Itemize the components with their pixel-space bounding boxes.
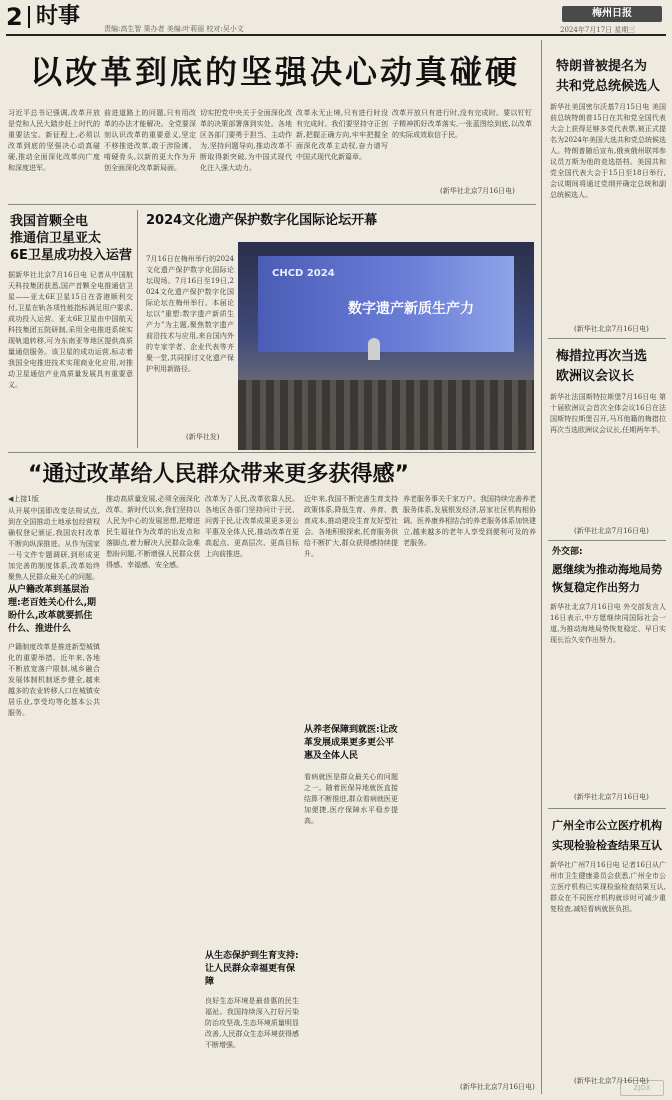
paper-logo-text: 梅州日报 [592, 8, 632, 19]
main-article-col4: 改革永无止境,只有进行时没有完成时。我们要坚持守正创新,把握正确方向,牢牢把握全面深化改革主动权,奋力谱写中国式现代化新篇章。 [296, 109, 388, 161]
watermark-text: ZJDX [633, 1084, 651, 1092]
right-story4-byline: (新华社北京7月16日电) [574, 1077, 649, 1085]
right-story1-byline: (新华社北京7月16日电) [574, 325, 649, 333]
right-column-divider [541, 40, 542, 1094]
reform-col3: 改革为了人民,改革依靠人民。各地区各部门坚持问计于民、问需于民,让改革成果更多更公平惠及全体人民,推动改革在更高起点、更高层次、更高目标上向前推进。 [205, 495, 299, 558]
stage-speaker-icon [368, 338, 380, 360]
reform-col1: 从开展中国即改变法规试点,到在全国推动土地承包经营权确权登记颁证,我国农村改革不断向纵深推进。从作为国家一号文件专题调研,到形成更加完善的制度体系,改革始终聚焦人民群众最关心的问题。 [8, 507, 100, 580]
left-article-headline-line1: 我国首颗全电 [10, 214, 89, 229]
reform-col3b: 良好生态环境是最普惠的民生福祉。我国持续深入打好污染防治攻坚战,生态环境质量明显改善,人民群众生态环境获得感不断增强。 [205, 997, 299, 1049]
right-story2-rule [548, 540, 666, 541]
forum-photo [238, 242, 534, 450]
right-story1-rule [548, 338, 666, 339]
reform-subhead-1: 从户籍改革到基层治理:老百姓关心什么,期盼什么,改革就要抓住什么、推进什么 [8, 585, 97, 634]
reform-col5: 养老服务事关千家万户。我国持续完善养老服务体系,发展银发经济,居家社区机构相协调、医养康养相结合的养老服务体系加快建立,越来越多的老年人享受到便利可及的养老服务。 [403, 495, 536, 547]
paper-logo [562, 6, 662, 22]
right-story3-byline: (新华社北京7月16日电) [574, 793, 649, 801]
stage-screen-label: CHCD 2024 [272, 268, 335, 279]
page-number: 2 [6, 3, 23, 31]
left-article-headline-line2: 推通信卫星亚太 [10, 231, 102, 246]
reform-lead: ◀上接1版 [8, 495, 39, 503]
staff-credits: 责编:高生智 策办者 美编:叶莉丽 校对:吴小文 [104, 25, 244, 33]
right-story1-headline-line2: 共和党总统候选人 [556, 79, 661, 94]
right-story3-headline-line1: 愿继续为推动海地局势 [552, 563, 662, 576]
header-divider-icon [28, 6, 30, 28]
watermark-logo [620, 1080, 664, 1096]
right-story4-body: 新华社广州7月16日电 记者16日从广州市卫生健康委员会获悉,广州全市公立医疗机构已实现检验检查结果互认,群众在不同医疗机构就诊时可减少重复检查,减轻看病就医负担。 [550, 861, 666, 913]
issue-date: 2024年7月17日 星期三 [560, 26, 636, 34]
forum-bottom-rule [8, 452, 536, 453]
main-article-col5: 改革开放只有进行时,没有完成时。要以钉钉子精神抓好改革落实,一张蓝图绘到底,以改革的实际成效取信于民。 [392, 109, 532, 139]
main-article-col1: 习近平总书记强调,改革开放是党和人民大踏步赶上时代的重要法宝。新征程上,必须以改革到底的坚强决心动真碰硬,推动全面深化改革向广度和深度进军。 [8, 109, 100, 172]
right-story2-headline-line2: 欧洲议会议长 [556, 369, 635, 384]
section-title: 时事 [36, 4, 81, 29]
header-rule [6, 34, 666, 36]
reform-col4b: 看病就医是群众最关心的问题之一。随着医保异地就医直接结算不断推进,群众看病就医更加便捷,医疗保障水平稳步提高。 [304, 773, 398, 825]
stage-screen [258, 256, 514, 352]
right-story2-headline-line1: 梅措拉再次当选 [556, 349, 648, 364]
forum-body: 7月16日在梅州举行的2024文化遗产保护数字化国际论坛现场。7月16日至19日,2024文化遗产保护数字化国际论坛在梅州举行。本届论坛以“重塑:数字遗产新质生产力”为主题,聚焦数字遗产前沿技术与应用,来自国内外的专家学者、企业代表等齐聚一堂,共同探讨文化遗产保护利用新路径。 [146, 255, 234, 373]
right-story3-label: 外交部: [552, 547, 583, 557]
page-header [0, 0, 672, 36]
reform-subhead-2: 从生态保护到生育支持:让人民群众幸福更有保障 [205, 951, 299, 987]
forum-byline: (新华社发) [186, 433, 220, 441]
main-headline: 以改革到底的坚强决心动真碰硬 [30, 53, 521, 91]
right-story1-body: 新华社美国密尔沃基7月15日电 美国前总统特朗普15日在共和党全国代表大会上获得足够多党代表票,被正式提名为2024年美国大选共和党总统候选人。特朗普随后宣布,俄亥俄州联邦参议员万斯为他的竞选搭档。美国共和党全国代表大会于15日至18日举行,会议期间将通过党纲并确定总统和副总统候选人。 [550, 103, 666, 199]
reform-col1b: 户籍制度改革是推进新型城镇化的重要举措。近年来,各地不断放宽落户限制,城乡融合发展体制机制逐步健全,越来越多的农业转移人口在城镇安居乐业,享受均等化基本公共服务。 [8, 643, 100, 717]
left-article-body: 据新华社北京7月16日电 记者从中国航天科技集团获悉,国产首颗全电推通信卫星——亚太6E卫星15日在香港顺利交付,卫星在轨各项性能指标满足用户要求,成功投入运营。亚太6E卫星由中国航天科技集团五院研制,采用全电推进系统实现轨道转移,可为东南亚等地区提供高质量通信服务。该卫星的成功运营,标志着我国全电推进技术实现商业化应用,对推动卫星通信产业高质量发展具有重要意义。 [8, 271, 133, 389]
reform-subhead-3: 从养老保障到就医:让改革发展成果更多更公平惠及全体人民 [304, 725, 398, 761]
main-article-col2: 前进道路上的问题,只有用改革的办法才能解决。全党要深刻认识改革的重要意义,坚定不移推进改革,敢于涉险滩、啃硬骨头,以新的更大作为开创全面深化改革新局面。 [104, 109, 196, 172]
left-article-headline-line3: 6E卫星成功投入运营 [10, 248, 132, 263]
left-article-divider [137, 210, 138, 448]
main-article-byline: (新华社北京7月16日电) [440, 187, 515, 195]
right-story4-headline-line1: 广州全市公立医疗机构 [552, 819, 662, 832]
right-story4-headline-line2: 实现检验检查结果互认 [552, 839, 662, 852]
right-story3-headline-line2: 恢复稳定作出努力 [552, 581, 640, 594]
reform-col2: 推动高质量发展,必须全面深化改革。新时代以来,我们坚持以人民为中心的发展思想,把增进民生福祉作为改革的出发点和落脚点,着力解决人民群众急难愁盼问题,不断增强人民群众获得感、幸福感、安全感。 [106, 495, 200, 569]
stage-screen-title: 数字遗产新质生产力 [348, 301, 474, 317]
right-story2-body: 新华社法国斯特拉斯堡7月16日电 第十届欧洲议会首次全体会议16日在法国斯特拉斯堡召开,马耳他籍的梅措拉再次当选欧洲议会议长,任期两年半。 [550, 393, 666, 434]
reform-col4: 近年来,我国不断完善生育支持政策体系,降低生育、养育、教育成本,推动建设生育友好型社会。各地积极探索,托育服务供给不断扩大,群众获得感持续提升。 [304, 495, 398, 558]
main-article-col3: 切实把党中央关于全面深化改革的决策部署落到实处。各地区各部门要勇于担当、主动作为,坚持问题导向,推动改革不断取得新突破,为中国式现代化注入强大动力。 [200, 109, 292, 172]
right-story2-byline: (新华社北京7月16日电) [574, 527, 649, 535]
right-story3-body: 新华社北京7月16日电 外交部发言人16日表示,中方愿继续同国际社会一道,为推动海地局势恢复稳定、早日实现长治久安作出努力。 [550, 603, 666, 644]
main-article-bottom-rule [8, 204, 536, 205]
audience-icon [238, 380, 534, 450]
right-story1-headline-line1: 特朗普被提名为 [556, 59, 648, 74]
forum-headline: 2024文化遗产保护数字化国际论坛开幕 [146, 213, 378, 228]
reform-byline: (新华社北京7月16日电) [460, 1083, 535, 1091]
right-story3-rule [548, 808, 666, 809]
reform-headline: “通过改革给人民群众带来更多获得感” [28, 462, 409, 487]
